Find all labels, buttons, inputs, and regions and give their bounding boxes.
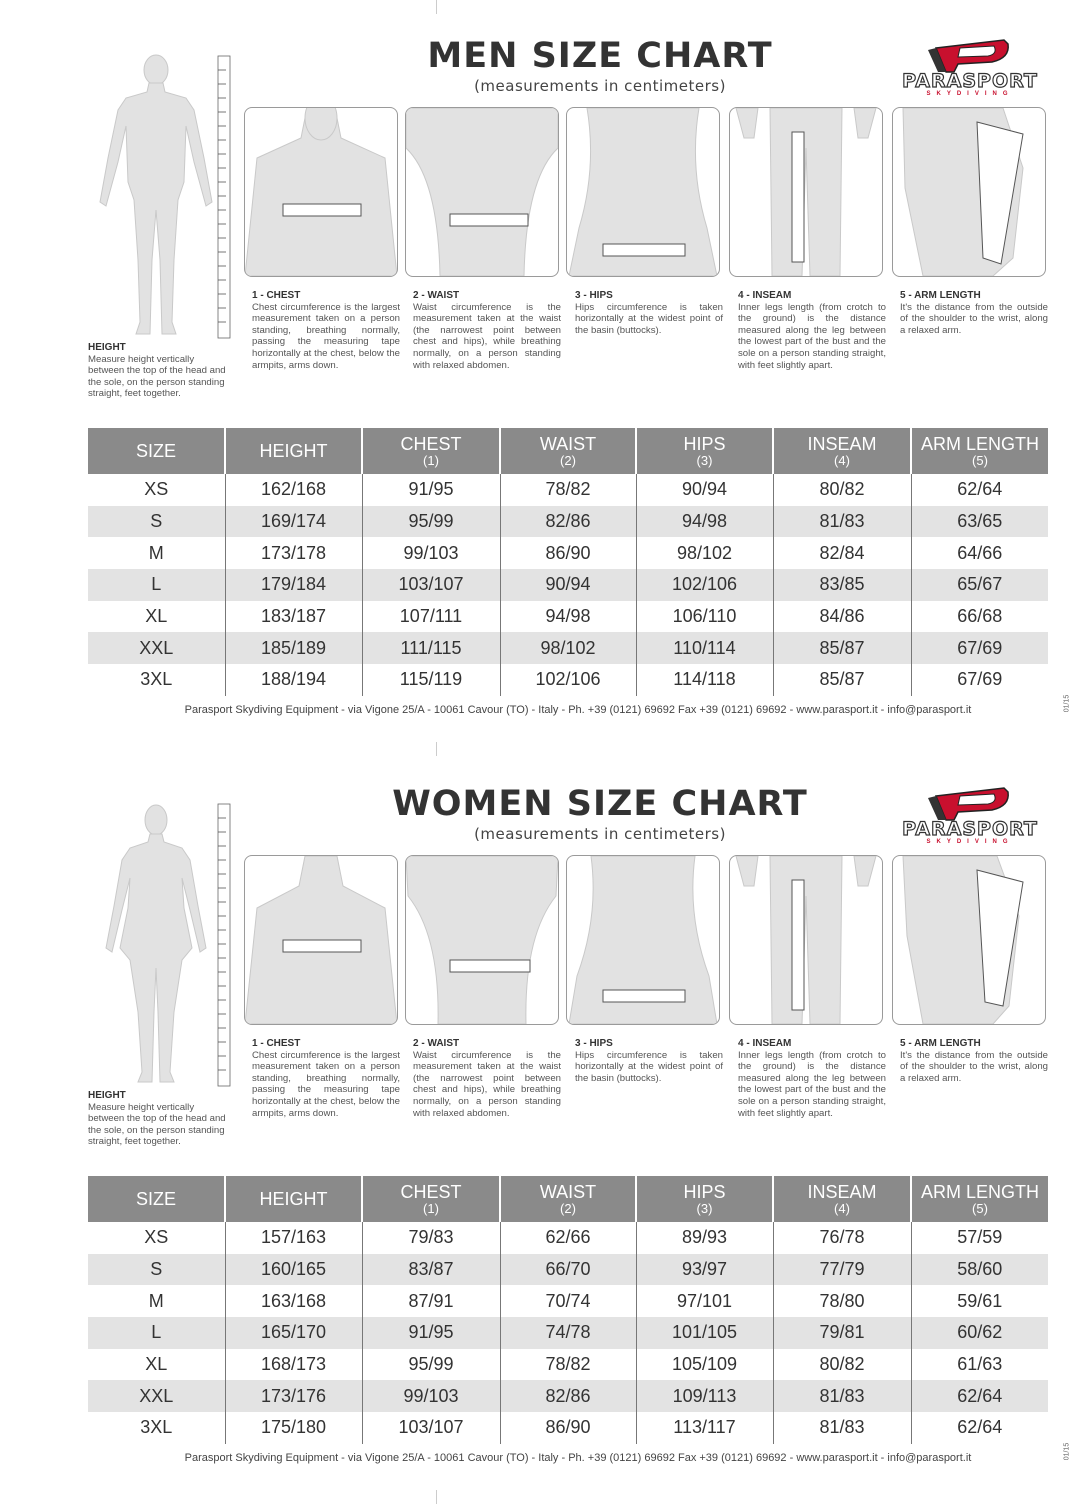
table-cell: 81/83 <box>773 506 911 538</box>
table-cell: 103/107 <box>362 569 500 601</box>
table-cell: 87/91 <box>362 1285 500 1317</box>
table-cell: 179/184 <box>225 569 362 601</box>
table-cell: L <box>88 1317 225 1349</box>
waist-description <box>413 1038 561 1119</box>
table-cell: 110/114 <box>636 632 773 664</box>
table-cell: 90/94 <box>500 569 636 601</box>
table-cell: XL <box>88 1349 225 1381</box>
table-cell: 98/102 <box>636 537 773 569</box>
chest-text: Chest circumference is the largest measurement taken on a person standing, breathing normally, passing the measuring tape horizontally at the chest, below the armpits, arms down. <box>252 1049 400 1119</box>
women-size-chart <box>0 748 1080 1496</box>
table-cell: 82/84 <box>773 537 911 569</box>
logo-tagline: SKYDIVING <box>926 839 1014 845</box>
table-cell: 90/94 <box>636 474 773 506</box>
table-cell: XS <box>88 474 225 506</box>
table-cell: 65/67 <box>911 569 1048 601</box>
table-cell: 64/66 <box>957 542 1003 563</box>
arm-description <box>900 290 1048 336</box>
table-cell: 67/69 <box>957 669 1003 690</box>
table-cell: 175/180 <box>225 1412 362 1444</box>
table-cell: 102/106 <box>636 569 773 601</box>
chest-description <box>252 290 400 371</box>
table-cell: 62/64 <box>957 1417 1003 1438</box>
table-cell: 95/99 <box>362 506 500 538</box>
cut-mark <box>436 1490 437 1504</box>
table-cell: 105/109 <box>636 1349 773 1381</box>
table-cell: S <box>88 1254 225 1286</box>
table-cell: 85/87 <box>773 664 911 696</box>
table-row <box>88 601 1048 633</box>
inseam-description <box>738 290 886 371</box>
col-header: HIPS (3) <box>636 1176 773 1222</box>
chest-panel <box>244 107 398 277</box>
arm-panel <box>892 855 1046 1025</box>
table-cell: 84/86 <box>773 601 911 633</box>
table-cell: 163/168 <box>225 1285 362 1317</box>
table-row <box>88 632 1048 664</box>
table-row <box>88 506 1048 538</box>
table-cell: 99/103 <box>362 1380 500 1412</box>
logo-wordmark: PARASPORT <box>902 70 1038 92</box>
table-cell: 168/173 <box>225 1349 362 1381</box>
table-cell: 62/66 <box>500 1222 636 1254</box>
table-cell: 82/86 <box>500 506 636 538</box>
table-cell: 58/60 <box>911 1254 1048 1286</box>
table-row <box>88 537 1048 569</box>
table-cell: 80/82 <box>773 1349 911 1381</box>
chest-description <box>252 1038 400 1119</box>
footer-contact: Parasport Skydiving Equipment - via Vigone 25/A - 10061 Cavour (TO) - Italy - Ph. +39 (0121) 69692 Fax +39 (0121) 69692 - www.parasport.it - info@parasport.it <box>184 704 972 716</box>
table-cell: 185/189 <box>225 632 362 664</box>
table-cell: 111/115 <box>362 632 500 664</box>
table-cell: 93/97 <box>636 1254 773 1286</box>
table-cell: M <box>88 1285 225 1317</box>
table-row <box>88 1412 1048 1444</box>
table-cell: 82/86 <box>500 1380 636 1412</box>
table-cell: 188/194 <box>225 664 362 696</box>
table-cell: 78/82 <box>500 1349 636 1381</box>
col-header: SIZE <box>88 428 225 474</box>
height-ruler <box>218 56 230 338</box>
version-code: 01/15 <box>1063 1442 1071 1461</box>
col-header: HIPS (3) <box>636 428 773 474</box>
col-header: SIZE <box>88 1176 225 1222</box>
table-cell: 99/103 <box>362 537 500 569</box>
table-cell: 3XL <box>88 664 225 696</box>
measuring-tape-icon <box>792 880 804 1010</box>
chest-title: 1 - CHEST <box>252 290 301 301</box>
measuring-tape-icon <box>603 244 685 256</box>
page-title: WOMEN SIZE CHART <box>392 784 808 824</box>
col-header: WAIST (2) <box>500 428 636 474</box>
hips-text: Hips circumference is taken horizontally at the widest point of the basin (buttocks). <box>575 1049 723 1084</box>
col-header: ARM LENGTH (5) <box>911 1176 1048 1222</box>
table-cell: 169/174 <box>225 506 362 538</box>
table-cell: 91/95 <box>362 474 500 506</box>
inseam-text: Inner legs length (from crotch to the ground) is the distance measured along the leg between the lowest part of the bust and the sole on a person standing straight, with feet slightly apart. <box>738 301 886 371</box>
table-row <box>88 1222 1048 1254</box>
height-text: Measure height vertically between the top of the head and the sole, on the person standing straight, feet together. <box>88 353 226 400</box>
table-row <box>88 569 1048 601</box>
inseam-panel <box>729 855 883 1025</box>
hips-description <box>575 290 723 336</box>
table-cell: 113/117 <box>636 1412 773 1444</box>
table-row <box>88 1349 1048 1381</box>
table-cell: 83/85 <box>773 569 911 601</box>
table-cell: 94/98 <box>500 601 636 633</box>
waist-panel <box>405 107 559 277</box>
table-cell: S <box>88 506 225 538</box>
height-description <box>88 342 233 400</box>
women-size-table <box>88 1176 1048 1444</box>
table-cell: 91/95 <box>362 1317 500 1349</box>
table-cell: 114/118 <box>636 664 773 696</box>
table-cell: 63/65 <box>911 506 1048 538</box>
inseam-text: Inner legs length (from crotch to the ground) is the distance measured along the leg between the lowest part of the bust and the sole on a person standing straight, with feet slightly apart. <box>738 1049 886 1119</box>
table-cell: XXL <box>88 1380 225 1412</box>
waist-title: 2 - WAIST <box>413 290 460 301</box>
table-header-row <box>88 1176 1048 1222</box>
measuring-tape-icon <box>603 990 685 1002</box>
table-cell: 62/64 <box>911 1380 1048 1412</box>
table-cell: 86/90 <box>500 537 636 569</box>
table-cell: 86/90 <box>500 1412 636 1444</box>
measuring-tape-icon <box>792 132 804 262</box>
hips-title: 3 - HIPS <box>575 1038 613 1049</box>
parasport-logo <box>888 784 1052 846</box>
table-cell: 183/187 <box>225 601 362 633</box>
waist-text: Waist circumference is the measurement taken at the waist (the narrowest point between chest and hips), while breathing normally, on a person standing with relaxed abdomen. <box>413 1049 561 1119</box>
table-row <box>88 664 1048 696</box>
table-cell: 94/98 <box>636 506 773 538</box>
col-header: HEIGHT <box>225 428 362 474</box>
table-cell: 80/82 <box>773 474 911 506</box>
table-row <box>88 1254 1048 1286</box>
table-cell: 102/106 <box>500 664 636 696</box>
table-cell: 173/176 <box>225 1380 362 1412</box>
table-cell: 78/80 <box>773 1285 911 1317</box>
table-cell: 85/87 <box>773 632 911 664</box>
measuring-tape-icon <box>450 214 528 226</box>
table-cell: 60/62 <box>911 1317 1048 1349</box>
table-cell: 101/105 <box>636 1317 773 1349</box>
col-header: HEIGHT <box>225 1176 362 1222</box>
table-cell: 77/79 <box>773 1254 911 1286</box>
height-text: Measure height vertically between the top of the head and the sole, on the person standing straight, feet together. <box>88 1101 226 1148</box>
table-row <box>88 1380 1048 1412</box>
chest-title: 1 - CHEST <box>252 1038 301 1049</box>
col-header: ARM LENGTH (5) <box>911 428 1048 474</box>
table-cell: 61/63 <box>957 1354 1003 1375</box>
table-cell: 160/165 <box>225 1254 362 1286</box>
chest-panel <box>244 855 398 1025</box>
arm-description <box>900 1038 1048 1084</box>
version-code: 01/15 <box>1063 694 1071 713</box>
hips-panel <box>566 107 720 277</box>
table-cell: 97/101 <box>636 1285 773 1317</box>
measuring-tape-icon <box>283 940 361 952</box>
table-cell: 78/82 <box>500 474 636 506</box>
table-row <box>88 1317 1048 1349</box>
table-cell: 81/83 <box>773 1412 911 1444</box>
table-cell: 70/74 <box>500 1285 636 1317</box>
page-subtitle: (measurements in centimeters) <box>474 825 726 843</box>
table-cell: 76/78 <box>773 1222 911 1254</box>
inseam-title: 4 - INSEAM <box>738 290 792 301</box>
hips-description <box>575 1038 723 1084</box>
table-cell: 115/119 <box>362 664 500 696</box>
waist-description <box>413 290 561 371</box>
table-cell: 62/64 <box>957 479 1003 500</box>
inseam-description <box>738 1038 886 1119</box>
table-cell: 103/107 <box>362 1412 500 1444</box>
table-cell: XS <box>88 1222 225 1254</box>
height-title: HEIGHT <box>88 342 126 353</box>
arm-text: It's the distance from the outside of the shoulder to the wrist, along a relaxed arm. <box>900 1049 1048 1084</box>
table-cell: 79/83 <box>362 1222 500 1254</box>
chest-text: Chest circumference is the largest measurement taken on a person standing, breathing normally, passing the measuring tape horizontally at the chest, below the armpits, arms down. <box>252 301 400 371</box>
col-header: INSEAM (4) <box>773 1176 911 1222</box>
footer-contact: Parasport Skydiving Equipment - via Vigone 25/A - 10061 Cavour (TO) - Italy - Ph. +39 (0121) 69692 Fax +39 (0121) 69692 - www.parasport.it - info@parasport.it <box>184 1452 972 1464</box>
table-cell: 66/70 <box>500 1254 636 1286</box>
waist-title: 2 - WAIST <box>413 1038 460 1049</box>
table-cell: L <box>88 569 225 601</box>
arm-panel <box>892 107 1046 277</box>
table-cell: 74/78 <box>500 1317 636 1349</box>
hips-panel <box>566 855 720 1025</box>
table-cell: 66/68 <box>957 606 1003 627</box>
page-title: MEN SIZE CHART <box>427 36 773 76</box>
height-ruler <box>218 804 230 1086</box>
table-cell: 98/102 <box>500 632 636 664</box>
table-cell: 95/99 <box>362 1349 500 1381</box>
table-cell: 106/110 <box>636 601 773 633</box>
col-header: INSEAM (4) <box>773 428 911 474</box>
table-cell: 109/113 <box>636 1380 773 1412</box>
measuring-tape-icon <box>450 960 530 972</box>
table-cell: 83/87 <box>362 1254 500 1286</box>
logo-wordmark: PARASPORT <box>902 818 1038 840</box>
table-row <box>88 474 1048 506</box>
waist-panel <box>405 855 559 1025</box>
table-cell: 57/59 <box>957 1227 1003 1248</box>
table-cell: 3XL <box>88 1412 225 1444</box>
table-cell: 79/81 <box>773 1317 911 1349</box>
table-cell: 89/93 <box>636 1222 773 1254</box>
height-figure <box>86 50 236 342</box>
table-cell: 67/69 <box>911 632 1048 664</box>
col-header: CHEST (1) <box>362 1176 500 1222</box>
table-cell: 59/61 <box>957 1290 1003 1311</box>
table-cell: 173/178 <box>225 537 362 569</box>
inseam-panel <box>729 107 883 277</box>
height-figure <box>86 798 236 1090</box>
table-cell: M <box>88 537 225 569</box>
table-cell: 165/170 <box>225 1317 362 1349</box>
men-size-table <box>88 428 1048 696</box>
table-cell: 162/168 <box>225 474 362 506</box>
measuring-tape-icon <box>283 204 361 216</box>
waist-text: Waist circumference is the measurement taken at the waist (the narrowest point between chest and hips), while breathing normally, on a person standing with relaxed abdomen. <box>413 301 561 371</box>
table-header-row <box>88 428 1048 474</box>
arm-title: 5 - ARM LENGTH <box>900 1038 981 1049</box>
arm-title: 5 - ARM LENGTH <box>900 290 981 301</box>
arm-text: It's the distance from the outside of the shoulder to the wrist, along a relaxed arm. <box>900 301 1048 336</box>
table-cell: 81/83 <box>773 1380 911 1412</box>
table-cell: 157/163 <box>225 1222 362 1254</box>
table-cell: 107/111 <box>362 601 500 633</box>
cut-mark <box>436 0 437 14</box>
hips-text: Hips circumference is taken horizontally at the widest point of the basin (buttocks). <box>575 301 723 336</box>
height-description <box>88 1090 233 1148</box>
table-row <box>88 1285 1048 1317</box>
table-cell: XL <box>88 601 225 633</box>
table-cell: XXL <box>88 632 225 664</box>
page-subtitle: (measurements in centimeters) <box>474 77 726 95</box>
height-title: HEIGHT <box>88 1090 126 1101</box>
parasport-logo <box>888 36 1052 98</box>
hips-title: 3 - HIPS <box>575 290 613 301</box>
col-header: CHEST (1) <box>362 428 500 474</box>
logo-tagline: SKYDIVING <box>926 91 1014 97</box>
men-size-chart <box>0 0 1080 748</box>
inseam-title: 4 - INSEAM <box>738 1038 792 1049</box>
col-header: WAIST (2) <box>500 1176 636 1222</box>
